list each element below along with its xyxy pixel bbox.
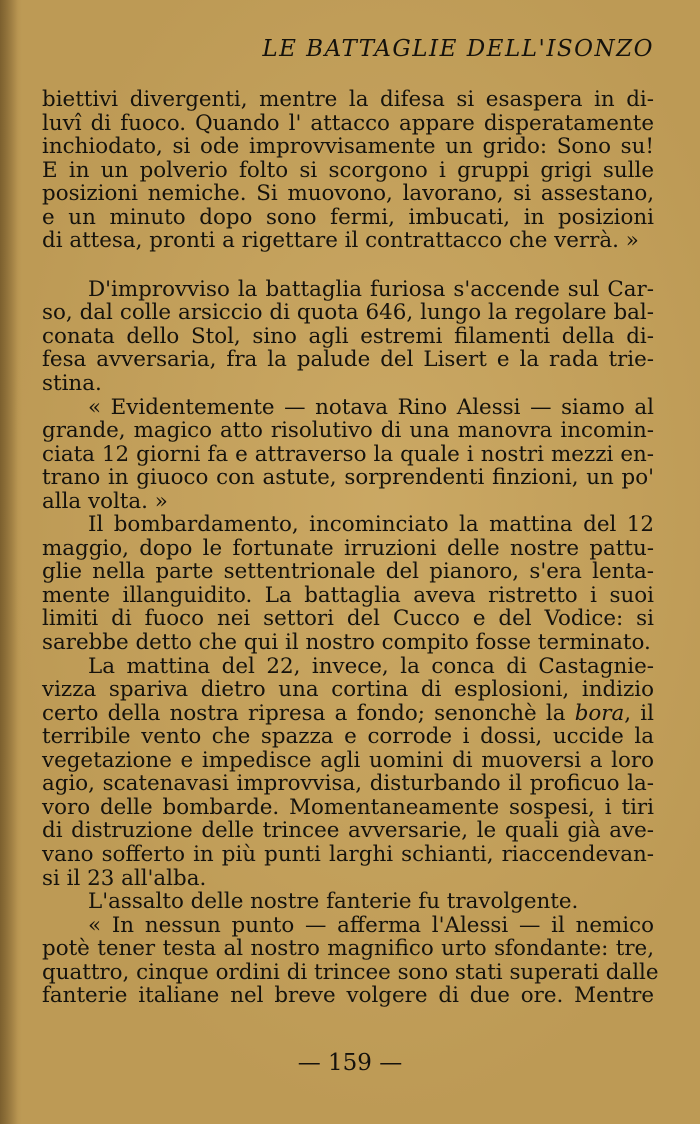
text-line: fanterie italiane nel breve volgere di due ore. Mentre — [42, 983, 654, 1009]
text-line: luvî di fuoco. Quando l' attacco appare disperatamente — [42, 110, 654, 136]
text-line: limiti di fuoco nei settori del Cucco e del Vodice: si — [42, 606, 654, 632]
text-line: si il 23 all'alba. — [42, 865, 207, 891]
text-line: « Evidentemente — notava Rino Alessi — siamo al — [88, 394, 654, 420]
paragraph-p2 — [42, 278, 654, 396]
running-head: LE BATTAGLIE DELL'ISONZO — [262, 36, 654, 62]
text-line: ciata 12 giorni fa e attraverso la quale i nostri mezzi en- — [42, 441, 654, 467]
text-line: terribile vento che spazza e corrode i dossi, uccide la — [42, 724, 654, 750]
text-line: vegetazione e impedisce agli uomini di muoversi a loro — [42, 747, 654, 773]
text-line: posizioni nemiche. Si muovono, lavorano, si assestano, — [42, 181, 654, 207]
paragraph-p7 — [42, 912, 659, 1009]
paragraph-p5 — [42, 655, 654, 890]
text-line: D'improvviso la battaglia furiosa s'accende sul Car- — [88, 276, 654, 302]
text-line: Il bombardamento, incominciato la mattina del 12 — [88, 512, 654, 538]
text-line: glie nella parte settentrionale del pianoro, s'era lenta- — [42, 559, 654, 585]
text-line: certo della nostra ripresa a fondo; senonchè la bora, il — [42, 700, 654, 726]
text-line: e un minuto dopo sono fermi, imbucati, in posizioni — [42, 204, 654, 230]
text-line: La mattina del 22, invece, la conca di Castagnie- — [88, 653, 654, 679]
page-body — [42, 87, 659, 1009]
text-line: vizza spariva dietro una cortina di esplosioni, indizio — [42, 677, 654, 703]
text-line: alla volta. » — [42, 488, 168, 514]
text-line: potè tener testa al nostro magnifico urto sfondante: tre, — [42, 936, 654, 962]
paragraph-p1 — [42, 88, 654, 253]
text-line: conata dello Stol, sino agli estremi filamenti della di- — [42, 323, 654, 349]
text-line: agio, scatenavasi improvvisa, disturbando il proficuo la- — [42, 771, 654, 797]
text-line: E in un polverio folto si scorgono i gruppi grigi sulle — [42, 157, 654, 183]
page-number: — 159 — — [297, 1050, 403, 1076]
text-line: biettivi divergenti, mentre la difesa si esaspera in di- — [42, 87, 654, 112]
text-line: vano sofferto in più punti larghi schianti, riaccendevan- — [42, 841, 654, 867]
text-line: sarebbe detto che qui il nostro compito fosse terminato. — [42, 630, 651, 656]
text-line: so, dal colle arsiccio di quota 646, lungo la regolare bal- — [42, 300, 654, 326]
text-line: voro delle bombarde. Momentaneamente sospesi, i tiri — [42, 794, 654, 820]
text-line: di attesa, pronti a rigettare il contrattacco che verrà. » — [42, 228, 639, 254]
paragraph-p3 — [42, 396, 654, 514]
text-line: « In nessun punto — afferma l'Alessi — il nemico — [88, 912, 654, 938]
text-line: stina. — [42, 371, 102, 397]
text-line: quattro, cinque ordini di trincee sono stati superati dalle — [42, 959, 659, 985]
text-line: trano in giuoco con astute, sorprendenti finzioni, un po' — [42, 465, 654, 491]
text-line: grande, magico atto risolutivo di una manovra incomin- — [42, 418, 654, 444]
text-line: maggio, dopo le fortunate irruzioni delle nostre pattu- — [42, 535, 654, 561]
text-line: mente illanguidito. La battaglia aveva ristretto i suoi — [42, 582, 654, 608]
text-line: inchiodato, si ode improvvisamente un grido: Sono su! — [42, 134, 654, 160]
paragraph-p6 — [42, 890, 654, 914]
page-spine-shadow — [0, 0, 18, 1124]
paragraph-gap — [42, 253, 654, 278]
text-line: L'assalto delle nostre fanterie fu travolgente. — [88, 889, 579, 915]
text-line: fesa avversaria, fra la palude del Lisert e la rada trie- — [42, 347, 654, 373]
text-line: di distruzione delle trincee avversarie, le quali già ave- — [42, 818, 654, 844]
paragraph-p4 — [42, 513, 654, 654]
